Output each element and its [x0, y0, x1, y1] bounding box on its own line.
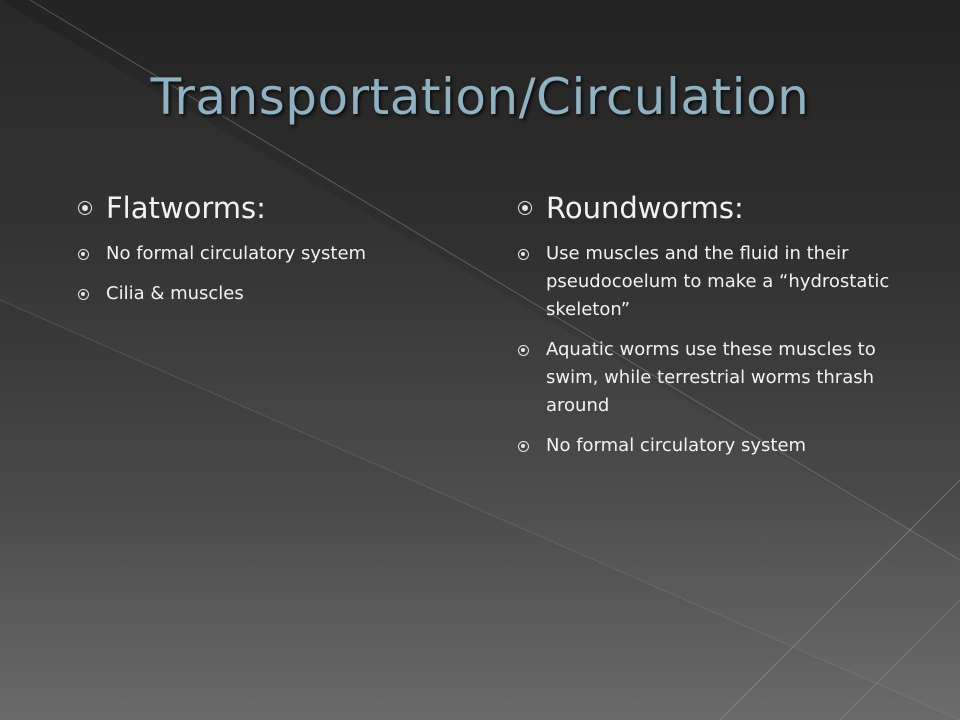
list-item-text: Aquatic worms use these muscles to swim, while terrestrial worms thrash around [546, 339, 876, 416]
left-column [78, 190, 458, 320]
slide-title: Transportation/Circulation [150, 68, 810, 126]
list-item [78, 240, 458, 268]
roundworms-heading [518, 190, 918, 226]
list-item-text: No formal circulatory system [106, 243, 367, 264]
heading-text: Flatworms: [106, 191, 266, 225]
list-item-text: Cilia & muscles [106, 283, 244, 304]
right-column [518, 190, 918, 472]
bullet-icon [518, 441, 529, 452]
bullet-icon [518, 345, 529, 356]
list-item [518, 336, 918, 420]
heading-text: Roundworms: [546, 191, 744, 225]
bullet-icon [518, 249, 529, 260]
bullet-icon [78, 201, 92, 215]
bullet-icon [78, 249, 89, 260]
bullet-icon [78, 289, 89, 300]
flatworms-heading [78, 190, 458, 226]
list-item [518, 240, 918, 324]
list-item-text: No formal circulatory system [546, 435, 807, 456]
list-item-text: Use muscles and the fluid in their pseudocoelum to make a “hydrostatic skeleton” [546, 243, 890, 320]
bullet-icon [518, 201, 532, 215]
list-item [518, 432, 918, 460]
list-item [78, 280, 458, 308]
